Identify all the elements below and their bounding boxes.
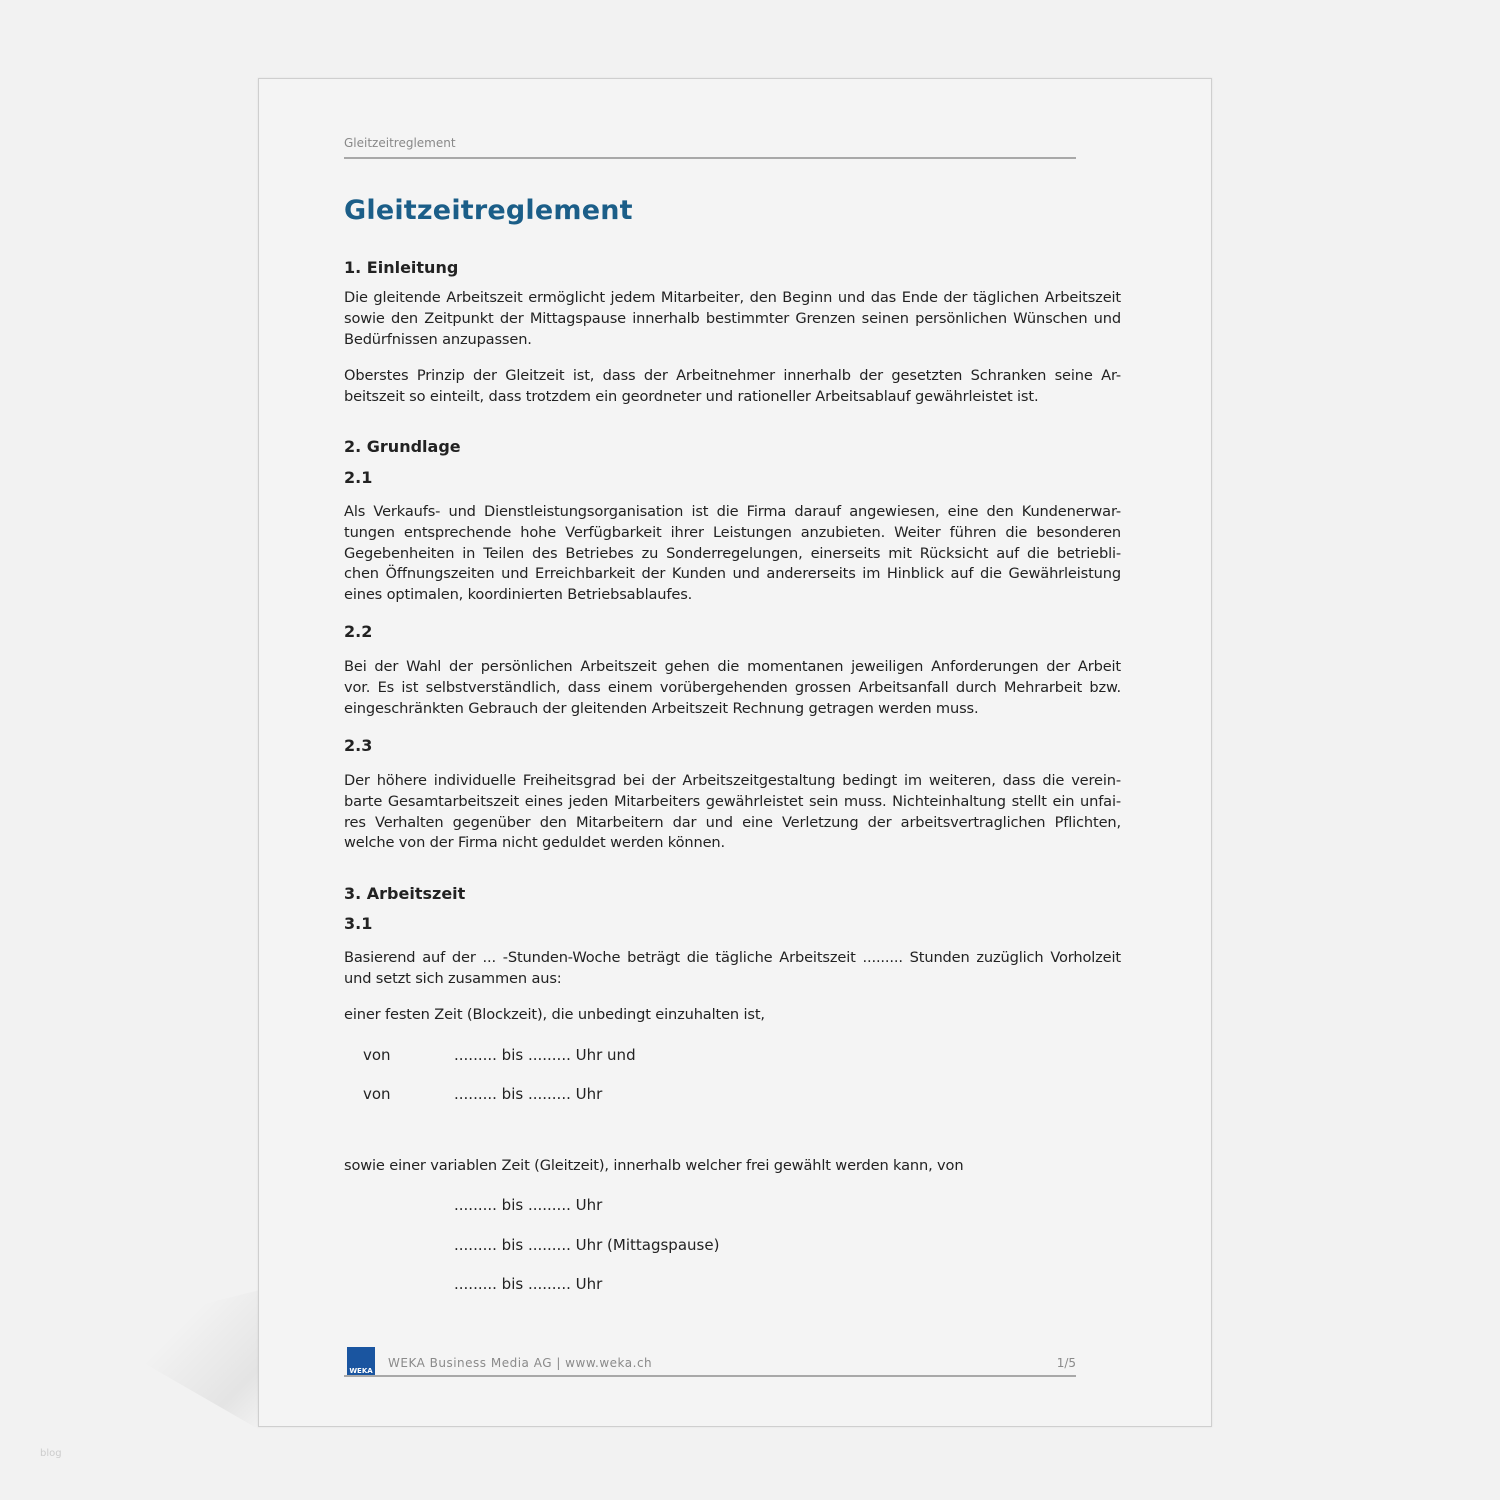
paragraph <box>344 1005 1121 1026</box>
paragraph-line: welche von der Firma nicht geduldet werden können. <box>344 834 725 852</box>
row-value: ......... bis ......... Uhr <box>454 1085 603 1103</box>
paragraph <box>344 502 1121 606</box>
header-rule <box>344 157 1076 159</box>
paragraph-line: barte Gesamtarbeitszeit eines jeden Mitarbeiters gewährleistet sein muss. Nichteinhaltung stellt ein unfai- <box>344 792 1121 810</box>
footer-rule <box>344 1375 1076 1377</box>
footer-company: WEKA Business Media AG | www.weka.ch <box>388 1356 653 1370</box>
paragraph-line: einer festen Zeit (Blockzeit), die unbedingt einzuhalten ist, <box>344 1006 765 1023</box>
paragraph-line: Als Verkaufs- und Dienstleistungsorganisation ist die Firma darauf angewiesen, eine den Kundenerwar- <box>344 503 1121 520</box>
paragraph-line: eingeschränkten Gebrauch der gleitenden Arbeitszeit Rechnung getragen werden muss. <box>344 699 979 717</box>
paragraph-line: chen Öffnungszeiten und Erreichbarkeit der Kunden und andererseits im Hinblick auf die Gewährleistung <box>344 565 1121 583</box>
watermark: blog <box>40 1448 62 1459</box>
paragraph-line: Bei der Wahl der persönlichen Arbeitszeit gehen die momentanen jeweiligen Anforderungen der Arbeit <box>344 658 1121 675</box>
document-page <box>258 78 1212 1427</box>
page-footer <box>344 1347 1076 1377</box>
paragraph-line: beitszeit so einteilt, dass trotzdem ein geordneter und rationeller Arbeitsablauf gewährleistet ist. <box>344 387 1039 405</box>
paragraph <box>344 288 1121 350</box>
row-label: von <box>363 1046 391 1064</box>
paragraph <box>344 366 1121 408</box>
row-value: ......... bis ......... Uhr <box>454 1275 603 1293</box>
page-title: Gleitzeitreglement <box>344 195 633 226</box>
subsection-heading: 3.1 <box>344 914 373 933</box>
paragraph-line: Die gleitende Arbeitszeit ermöglicht jedem Mitarbeiter, den Beginn und das Ende der täglichen Arbeitszeit <box>344 289 1121 306</box>
paragraph-line: Der höhere individuelle Freiheitsgrad bei der Arbeitszeitgestaltung bedingt im weiteren, dass die verein- <box>344 772 1121 789</box>
section-heading: 2. Grundlage <box>344 437 461 456</box>
subsection-heading: 2.3 <box>344 736 373 755</box>
paragraph-line: sowie einer variablen Zeit (Gleitzeit), innerhalb welcher frei gewählt werden kann, von <box>344 1157 964 1174</box>
subsection-heading: 2.1 <box>344 468 373 487</box>
page-shadow <box>90 1290 260 1430</box>
page-number: 1/5 <box>1056 1356 1076 1370</box>
paragraph <box>344 948 1121 990</box>
paragraph <box>344 657 1121 719</box>
row-value: ......... bis ......... Uhr und <box>454 1046 636 1064</box>
row-value: ......... bis ......... Uhr <box>454 1196 603 1214</box>
paragraph <box>344 1156 1121 1177</box>
subsection-heading: 2.2 <box>344 622 373 641</box>
paragraph-line: und setzt sich zusammen aus: <box>344 969 562 987</box>
section-heading: 1. Einleitung <box>344 258 459 277</box>
paragraph-line: res Verhalten gegenüber den Mitarbeitern dar und eine Verletzung der arbeitsvertraglichen Pflichten, <box>344 813 1121 831</box>
paragraph-line: Oberstes Prinzip der Gleitzeit ist, dass der Arbeitnehmer innerhalb der gesetzten Schranken seine Ar- <box>344 367 1121 384</box>
row-value: ......... bis ......... Uhr (Mittagspause) <box>454 1236 720 1254</box>
paragraph <box>344 771 1121 854</box>
running-header: Gleitzeitreglement <box>344 136 456 150</box>
section-heading: 3. Arbeitszeit <box>344 884 466 903</box>
paragraph-line: Bedürfnissen anzupassen. <box>344 330 532 348</box>
paragraph-line: Basierend auf der ... -Stunden-Woche beträgt die tägliche Arbeitszeit ......... Stunden zuzüglich Vorholzeit <box>344 949 1121 966</box>
paragraph-line: vor. Es ist selbstverständlich, dass einem vorübergehenden grossen Arbeitsanfall durch Mehrarbeit bzw. <box>344 678 1121 696</box>
paragraph-line: eines optimalen, koordinierten Betriebsablaufes. <box>344 586 693 604</box>
row-label: von <box>363 1085 391 1103</box>
paragraph-line: sowie den Zeitpunkt der Mittagspause innerhalb bestimmter Grenzen seinen persönlichen Wünschen und <box>344 309 1121 327</box>
weka-logo: WEKA <box>347 1347 375 1375</box>
paragraph-line: Gegebenheiten in Teilen des Betriebes zu Sonderregelungen, einerseits mit Rücksicht auf die betriebli- <box>344 544 1121 562</box>
paragraph-line: tungen entsprechende hohe Verfügbarkeit ihrer Leistungen anzubieten. Weiter führen die besonderen <box>344 523 1121 541</box>
